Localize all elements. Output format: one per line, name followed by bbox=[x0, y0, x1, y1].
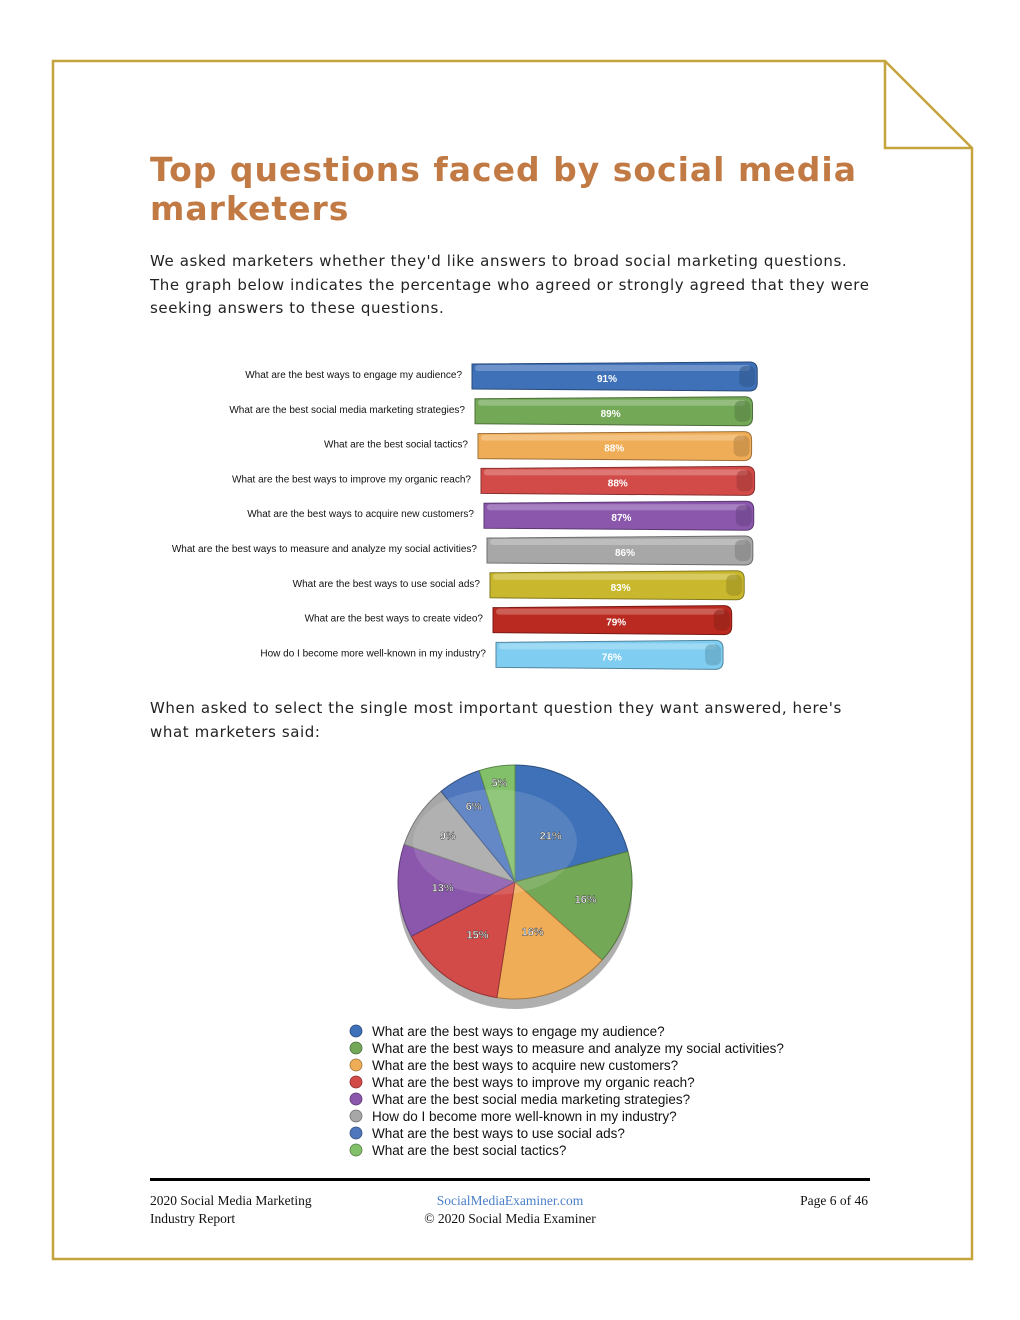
bar-end-shade-2 bbox=[734, 401, 750, 422]
bar-end-shade-3 bbox=[734, 436, 750, 457]
bar-value-label-8: 79% bbox=[606, 617, 627, 629]
bar-highlight-9 bbox=[499, 643, 716, 649]
bar-category-label-3: What are the best social tactics? bbox=[324, 439, 468, 451]
bar-value-label-1: 91% bbox=[596, 374, 618, 385]
bar-category-label-7: What are the best ways to use social ads? bbox=[292, 578, 480, 590]
pie-chart-svg bbox=[340, 755, 840, 1165]
legend-marker-8 bbox=[350, 1144, 362, 1156]
bar-category-label-1: What are the best ways to engage my audience? bbox=[245, 370, 462, 381]
legend-entry-1: What are the best ways to engage my audience? bbox=[372, 1024, 665, 1039]
footer-report-title bbox=[150, 1192, 390, 1227]
bar-end-shade-9 bbox=[705, 644, 721, 665]
bar-end-shade-1 bbox=[739, 366, 755, 387]
bar-end-shade-7 bbox=[726, 575, 742, 596]
bar-value-label-6: 86% bbox=[614, 548, 636, 559]
bar-highlight-2 bbox=[478, 400, 745, 406]
footer-copyright: © 2020 Social Media Examiner bbox=[424, 1210, 596, 1226]
footer-page-number: Page 6 of 46 bbox=[800, 1193, 868, 1208]
legend-entry-4: What are the best ways to improve my organic reach? bbox=[372, 1075, 695, 1090]
pie-value-label-8: 5% bbox=[491, 777, 508, 790]
legend-entry-7: What are the best ways to use social ads? bbox=[372, 1126, 625, 1141]
bar-value-label-5: 87% bbox=[611, 513, 632, 525]
bar-value-label-7: 83% bbox=[610, 582, 631, 594]
legend-entry-3: What are the best ways to acquire new customers? bbox=[372, 1058, 679, 1073]
bar-chart bbox=[150, 340, 870, 685]
footer-report-line-2: Industry Report bbox=[150, 1210, 236, 1226]
bar-value-label-9: 76% bbox=[601, 652, 622, 664]
pie-value-label-5: 13% bbox=[431, 882, 454, 895]
bar-category-label-9: How do I become more well-known in my industry? bbox=[260, 648, 486, 660]
footer-rule bbox=[150, 1178, 870, 1181]
legend-marker-7 bbox=[350, 1127, 362, 1139]
legend-marker-3 bbox=[350, 1059, 362, 1071]
pie-value-label-4: 15% bbox=[466, 929, 489, 942]
bar-category-label-2: What are the best social media marketing strategies? bbox=[229, 404, 465, 416]
pie-value-label-2: 16% bbox=[574, 893, 597, 906]
legend-entry-6: How do I become more well-known in my industry? bbox=[372, 1109, 677, 1124]
pie-chart bbox=[340, 755, 840, 1165]
intro-paragraph: We asked marketers whether they'd like answers to broad social marketing questions. The graph below indicates the percentage who agreed or strongly agreed that they were seeking answers to these questions. bbox=[150, 252, 870, 317]
footer-center bbox=[380, 1192, 640, 1227]
bar-category-label-6: What are the best ways to measure and analyze my social activities? bbox=[171, 544, 477, 555]
footer-site-link[interactable]: SocialMediaExaminer.com bbox=[436, 1193, 584, 1208]
footer-report-line-1: 2020 Social Media Marketing bbox=[150, 1193, 312, 1208]
legend-marker-1 bbox=[350, 1025, 362, 1037]
bar-category-label-5: What are the best ways to acquire new customers? bbox=[247, 509, 474, 521]
bar-category-label-8: What are the best ways to create video? bbox=[304, 613, 483, 625]
pie-value-label-7: 6% bbox=[465, 800, 482, 813]
pie-value-label-6: 9% bbox=[439, 830, 456, 843]
bar-end-shade-5 bbox=[736, 505, 752, 526]
legend-entry-2: What are the best ways to measure and analyze my social activities? bbox=[372, 1041, 784, 1056]
legend-marker-2 bbox=[350, 1042, 362, 1054]
bar-highlight-7 bbox=[493, 574, 737, 580]
bar-end-shade-6 bbox=[735, 540, 751, 561]
bar-highlight-5 bbox=[487, 504, 747, 510]
legend-entry-8: What are the best social tactics? bbox=[372, 1143, 567, 1158]
bar-highlight-6 bbox=[490, 539, 746, 545]
bar-highlight-8 bbox=[496, 609, 725, 615]
bar-category-label-4: What are the best ways to improve my organic reach? bbox=[232, 474, 471, 486]
bar-highlight-4 bbox=[484, 469, 748, 475]
pie-intro-paragraph: When asked to select the single most important question they want answered, here's what marketers said: bbox=[150, 699, 842, 741]
legend-marker-6 bbox=[350, 1110, 362, 1122]
bar-highlight-3 bbox=[481, 435, 745, 441]
legend-marker-5 bbox=[350, 1093, 362, 1105]
bar-end-shade-8 bbox=[714, 610, 730, 631]
bar-value-label-3: 88% bbox=[604, 443, 625, 455]
bar-value-label-2: 89% bbox=[600, 408, 621, 420]
pie-value-label-1: 21% bbox=[539, 830, 562, 843]
bar-chart-svg bbox=[150, 340, 870, 685]
pie-value-label-3: 16% bbox=[521, 926, 544, 939]
legend-marker-4 bbox=[350, 1076, 362, 1088]
legend-entry-5: What are the best social media marketing strategies? bbox=[372, 1092, 691, 1107]
bar-highlight-1 bbox=[475, 365, 750, 371]
page-title: Top questions faced by social media marketers bbox=[150, 150, 857, 228]
bar-value-label-4: 88% bbox=[607, 478, 628, 490]
bar-end-shade-4 bbox=[737, 470, 753, 491]
